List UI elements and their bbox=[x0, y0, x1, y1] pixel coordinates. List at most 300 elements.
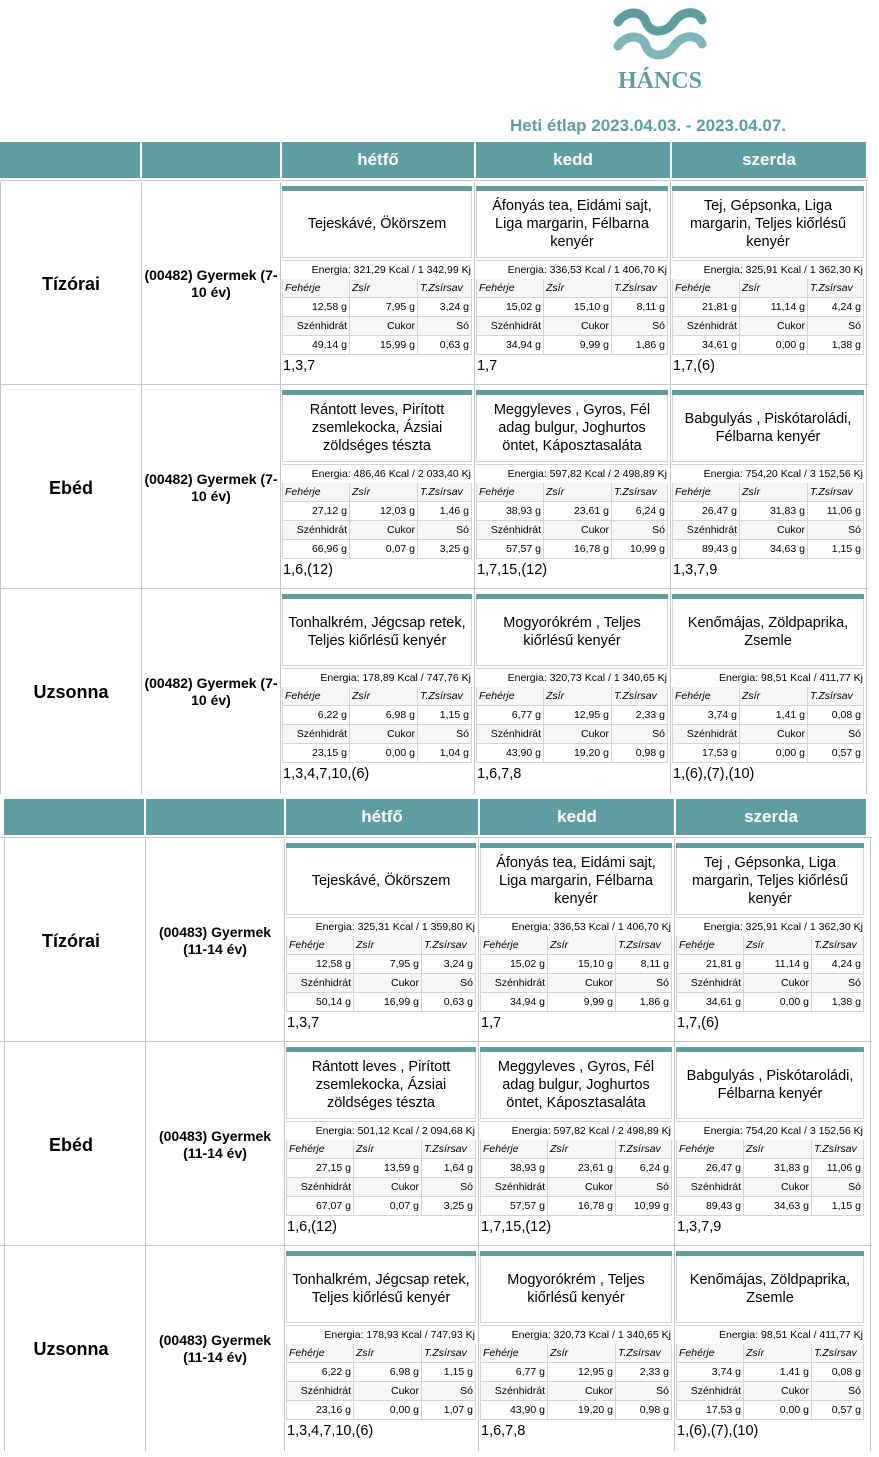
nutrient-label-tzsirsav: T.Zsírsav bbox=[811, 1344, 864, 1363]
nutrient-label-tzsirsav: T.Zsírsav bbox=[615, 1140, 672, 1159]
nutrient-value-zsir: 7,95 g bbox=[353, 955, 421, 974]
nutrition-table bbox=[282, 462, 472, 560]
nutrient-value-row bbox=[286, 955, 476, 974]
nutrient-value-szenhidrat: 89,43 g bbox=[672, 540, 739, 559]
energy-label: Energia: bbox=[719, 672, 759, 684]
nutrient-label-zsir: Zsír bbox=[353, 1140, 421, 1159]
nutrient-value-szenhidrat: 23,16 g bbox=[286, 1401, 353, 1420]
nutrition-table bbox=[672, 462, 864, 560]
allergen-codes: 1,(6),(7),(10) bbox=[673, 766, 755, 782]
energy-value: 325,31 Kcal / 1 359,80 Kj bbox=[357, 921, 475, 933]
nutrient-label-so: Só bbox=[417, 725, 472, 744]
menu-cell-hétfő bbox=[284, 1043, 478, 1247]
nutrient-value-tzsirsav: 2,33 g bbox=[611, 706, 668, 725]
header-day-2: kedd bbox=[480, 799, 674, 835]
nutrient-value-row bbox=[476, 706, 668, 725]
nutrient-value-row bbox=[676, 1197, 864, 1216]
nutrient-value-row bbox=[480, 993, 672, 1012]
nutrient-value-row bbox=[676, 955, 864, 974]
nutrient-label-row bbox=[286, 974, 476, 993]
nutrient-label-tzsirsav: T.Zsírsav bbox=[417, 687, 472, 706]
nutrient-label-feherje: Fehérje bbox=[286, 1344, 353, 1363]
nutrient-label-zsir: Zsír bbox=[547, 1344, 615, 1363]
nutrient-value-szenhidrat: 34,61 g bbox=[672, 336, 739, 355]
nutrient-value-tzsirsav: 4,24 g bbox=[807, 298, 864, 317]
nutrient-value-row bbox=[480, 1363, 672, 1382]
dish-name: Babgulyás , Piskótaroládi, Félbarna kenyér bbox=[672, 395, 864, 462]
nutrient-value-zsir: 12,03 g bbox=[349, 502, 417, 521]
nutrient-value-cukor: 0,07 g bbox=[349, 540, 417, 559]
nutrient-value-szenhidrat: 17,53 g bbox=[672, 744, 739, 763]
allergen-codes: 1,6,(12) bbox=[287, 1219, 337, 1235]
nutrient-value-row bbox=[476, 336, 668, 355]
nutrient-label-feherje: Fehérje bbox=[282, 483, 349, 502]
nutrient-label-row bbox=[286, 1382, 476, 1401]
nutrient-label-cukor: Cukor bbox=[739, 725, 807, 744]
dish-name: Meggyleves , Gyros, Fél adag bulgur, Joghurtos öntet, Káposztasaláta bbox=[480, 1052, 672, 1119]
nutrient-label-feherje: Fehérje bbox=[286, 1140, 353, 1159]
nutrient-label-cukor: Cukor bbox=[349, 725, 417, 744]
column-divider bbox=[4, 1043, 5, 1247]
row-divider bbox=[0, 837, 872, 838]
energy-label: Energia: bbox=[320, 672, 360, 684]
nutrient-label-row bbox=[480, 1344, 672, 1363]
nutrient-value-row bbox=[676, 1159, 864, 1178]
column-divider bbox=[474, 590, 475, 794]
nutrient-value-zsir: 6,98 g bbox=[349, 706, 417, 725]
nutrient-value-so: 1,86 g bbox=[615, 993, 672, 1012]
column-divider bbox=[0, 182, 1, 386]
nutrient-value-feherje: 6,22 g bbox=[282, 706, 349, 725]
energy-label: Energia: bbox=[703, 264, 743, 276]
meal-label: Ebéd bbox=[48, 1134, 93, 1155]
nutrient-value-tzsirsav: 8,11 g bbox=[615, 955, 672, 974]
nutrient-value-row bbox=[480, 1197, 672, 1216]
nutrient-value-cukor: 9,99 g bbox=[543, 336, 611, 355]
nutrient-label-row bbox=[282, 687, 472, 706]
nutrient-label-row bbox=[286, 936, 476, 955]
dish-name: Meggyleves , Gyros, Fél adag bulgur, Joghurtos öntet, Káposztasaláta bbox=[476, 395, 668, 462]
nutrient-label-szenhidrat: Szénhidrát bbox=[676, 1178, 743, 1197]
nutrient-label-cukor: Cukor bbox=[739, 317, 807, 336]
nutrient-value-zsir: 1,41 g bbox=[743, 1363, 811, 1382]
column-divider bbox=[280, 182, 281, 386]
nutrient-label-szenhidrat: Szénhidrát bbox=[672, 725, 739, 744]
column-divider bbox=[478, 839, 479, 1043]
nutrient-label-zsir: Zsír bbox=[349, 279, 417, 298]
menu-cell-kedd bbox=[478, 839, 674, 1043]
nutrient-label-szenhidrat: Szénhidrát bbox=[286, 974, 353, 993]
nutrient-value-tzsirsav: 8,11 g bbox=[611, 298, 668, 317]
energy-value: 325,91 Kcal / 1 362,30 Kj bbox=[745, 264, 863, 276]
nutrition-table bbox=[480, 915, 672, 1013]
nutrient-value-cukor: 15,99 g bbox=[349, 336, 417, 355]
nutrient-label-row bbox=[480, 974, 672, 993]
energy-value: 98,51 Kcal / 411,77 Kj bbox=[761, 672, 863, 684]
energy-row bbox=[676, 1121, 864, 1140]
nutrient-label-feherje: Fehérje bbox=[282, 687, 349, 706]
nutrient-value-tzsirsav: 6,24 g bbox=[611, 502, 668, 521]
nutrient-value-row bbox=[282, 298, 472, 317]
nutrition-table bbox=[672, 666, 864, 764]
nutrient-value-zsir: 23,61 g bbox=[543, 502, 611, 521]
nutrient-label-cukor: Cukor bbox=[543, 725, 611, 744]
column-divider bbox=[474, 386, 475, 590]
nutrient-label-szenhidrat: Szénhidrát bbox=[672, 521, 739, 540]
nutrient-value-feherje: 15,02 g bbox=[476, 298, 543, 317]
age-group-label: (00483) Gyermek (11-14 év) bbox=[158, 1128, 272, 1161]
nutrition-table bbox=[676, 915, 864, 1013]
meal-row bbox=[0, 182, 868, 386]
nutrient-value-so: 1,15 g bbox=[811, 1197, 864, 1216]
dish-name: Áfonyás tea, Eidámi sajt, Liga margarin, Félbarna kenyér bbox=[476, 191, 668, 258]
nutrient-value-zsir: 7,95 g bbox=[349, 298, 417, 317]
nutrient-label-row bbox=[476, 687, 668, 706]
nutrient-label-so: Só bbox=[811, 1382, 864, 1401]
menu-cell-hétfő bbox=[284, 839, 478, 1043]
meal-row bbox=[0, 1043, 872, 1247]
meal-label: Tízórai bbox=[41, 273, 100, 294]
nutrient-value-zsir: 6,98 g bbox=[353, 1363, 421, 1382]
nutrition-table bbox=[476, 258, 668, 356]
nutrient-label-row bbox=[476, 521, 668, 540]
nutrient-value-tzsirsav: 1,64 g bbox=[421, 1159, 476, 1178]
menu-cell-kedd bbox=[474, 386, 670, 590]
nutrient-value-so: 0,63 g bbox=[421, 993, 476, 1012]
nutrient-label-feherje: Fehérje bbox=[282, 279, 349, 298]
nutrient-label-zsir: Zsír bbox=[543, 687, 611, 706]
nutrient-value-tzsirsav: 0,08 g bbox=[807, 706, 864, 725]
menu-cell-hétfő bbox=[280, 590, 474, 794]
column-divider bbox=[866, 182, 867, 386]
nutrient-value-row bbox=[480, 1401, 672, 1420]
nutrition-table bbox=[480, 1323, 672, 1421]
nutrient-label-row bbox=[480, 1178, 672, 1197]
nutrient-label-szenhidrat: Szénhidrát bbox=[282, 521, 349, 540]
nutrient-value-so: 10,99 g bbox=[611, 540, 668, 559]
nutrient-label-tzsirsav: T.Zsírsav bbox=[417, 279, 472, 298]
nutrient-value-zsir: 23,61 g bbox=[547, 1159, 615, 1178]
nutrient-label-zsir: Zsír bbox=[743, 1344, 811, 1363]
nutrient-label-tzsirsav: T.Zsírsav bbox=[611, 483, 668, 502]
nutrient-label-zsir: Zsír bbox=[543, 279, 611, 298]
dish-name: Mogyorókrém , Teljes kiőrlésű kenyér bbox=[480, 1256, 672, 1323]
column-divider bbox=[870, 1043, 871, 1247]
nutrient-label-tzsirsav: T.Zsírsav bbox=[421, 936, 476, 955]
nutrient-value-so: 1,86 g bbox=[611, 336, 668, 355]
energy-value: 178,93 Kcal / 747,93 Kj bbox=[366, 1329, 475, 1341]
row-divider bbox=[0, 1041, 872, 1042]
menu-cell-kedd bbox=[478, 1043, 674, 1247]
nutrition-table bbox=[672, 258, 864, 356]
nutrient-value-szenhidrat: 34,94 g bbox=[476, 336, 543, 355]
nutrient-value-so: 1,38 g bbox=[811, 993, 864, 1012]
nutrient-value-cukor: 34,63 g bbox=[743, 1197, 811, 1216]
age-group-label: (00482) Gyermek (7-10 év) bbox=[144, 471, 278, 504]
energy-row bbox=[676, 917, 864, 936]
nutrient-label-tzsirsav: T.Zsírsav bbox=[807, 279, 864, 298]
energy-row bbox=[676, 1325, 864, 1344]
nutrient-label-feherje: Fehérje bbox=[286, 936, 353, 955]
nutrition-table bbox=[476, 666, 668, 764]
nutrient-value-feherje: 21,81 g bbox=[672, 298, 739, 317]
nutrient-value-tzsirsav: 1,15 g bbox=[417, 706, 472, 725]
dish-name: Tej, Gépsonka, Liga margarin, Teljes kiőrlésű kenyér bbox=[672, 191, 864, 258]
column-divider bbox=[670, 386, 671, 590]
nutrition-table bbox=[480, 1119, 672, 1217]
column-divider bbox=[670, 182, 671, 386]
nutrition-table bbox=[286, 1323, 476, 1421]
meal-label: Uzsonna bbox=[33, 1338, 109, 1359]
nutrient-value-row bbox=[476, 298, 668, 317]
nutrient-label-feherje: Fehérje bbox=[672, 279, 739, 298]
allergen-codes: 1,6,7,8 bbox=[481, 1423, 526, 1439]
allergen-codes: 1,6,(12) bbox=[283, 562, 333, 578]
nutrient-label-row bbox=[672, 521, 864, 540]
dish-name: Áfonyás tea, Eidámi sajt, Liga margarin, Félbarna kenyér bbox=[480, 848, 672, 915]
nutrient-value-so: 1,07 g bbox=[421, 1401, 476, 1420]
nutrient-value-so: 0,57 g bbox=[807, 744, 864, 763]
nutrient-value-row bbox=[476, 744, 668, 763]
energy-row bbox=[282, 464, 472, 483]
nutrient-label-szenhidrat: Szénhidrát bbox=[480, 1178, 547, 1197]
column-divider bbox=[284, 839, 285, 1043]
column-divider bbox=[0, 386, 1, 590]
nutrient-value-row bbox=[676, 1401, 864, 1420]
nutrient-label-row bbox=[676, 1140, 864, 1159]
nutrient-value-row bbox=[282, 502, 472, 521]
nutrient-value-cukor: 16,99 g bbox=[353, 993, 421, 1012]
nutrient-value-cukor: 0,00 g bbox=[739, 744, 807, 763]
nutrient-value-so: 0,63 g bbox=[417, 336, 472, 355]
nutrient-label-so: Só bbox=[807, 725, 864, 744]
nutrient-label-szenhidrat: Szénhidrát bbox=[286, 1178, 353, 1197]
column-divider bbox=[674, 1247, 675, 1451]
nutrient-value-tzsirsav: 1,15 g bbox=[421, 1363, 476, 1382]
nutrient-label-so: Só bbox=[811, 1178, 864, 1197]
nutrient-value-szenhidrat: 34,94 g bbox=[480, 993, 547, 1012]
nutrient-value-so: 1,15 g bbox=[807, 540, 864, 559]
energy-label: Energia: bbox=[315, 921, 355, 933]
energy-row bbox=[286, 917, 476, 936]
nutrient-value-so: 0,57 g bbox=[811, 1401, 864, 1420]
energy-label: Energia: bbox=[511, 1125, 551, 1137]
dish-name: Tonhalkrém, Jégcsap retek, Teljes kiőrlésű kenyér bbox=[282, 599, 472, 666]
age-group-label: (00482) Gyermek (7-10 év) bbox=[144, 675, 278, 708]
energy-label: Energia: bbox=[511, 1329, 551, 1341]
energy-row bbox=[286, 1121, 476, 1140]
nutrient-value-szenhidrat: 17,53 g bbox=[676, 1401, 743, 1420]
nutrient-label-feherje: Fehérje bbox=[672, 687, 739, 706]
nutrient-label-feherje: Fehérje bbox=[676, 1140, 743, 1159]
nutrient-value-row bbox=[286, 993, 476, 1012]
nutrient-value-tzsirsav: 11,06 g bbox=[807, 502, 864, 521]
nutrient-label-so: Só bbox=[417, 521, 472, 540]
nutrient-label-tzsirsav: T.Zsírsav bbox=[615, 936, 672, 955]
nutrient-label-row bbox=[672, 279, 864, 298]
nutrient-value-tzsirsav: 6,24 g bbox=[615, 1159, 672, 1178]
nutrient-label-feherje: Fehérje bbox=[476, 279, 543, 298]
nutrient-label-szenhidrat: Szénhidrát bbox=[672, 317, 739, 336]
meal-row bbox=[0, 839, 872, 1043]
column-divider bbox=[474, 182, 475, 386]
nutrient-value-zsir: 12,95 g bbox=[547, 1363, 615, 1382]
nutrient-label-zsir: Zsír bbox=[743, 936, 811, 955]
allergen-codes: 1,3,7,9 bbox=[673, 562, 718, 578]
allergen-codes: 1,(6),(7),(10) bbox=[677, 1423, 759, 1439]
nutrient-label-cukor: Cukor bbox=[547, 1178, 615, 1197]
nutrient-label-zsir: Zsír bbox=[739, 687, 807, 706]
energy-row bbox=[480, 1121, 672, 1140]
energy-label: Energia: bbox=[511, 921, 551, 933]
nutrient-label-zsir: Zsír bbox=[349, 483, 417, 502]
nutrient-label-feherje: Fehérje bbox=[480, 1140, 547, 1159]
column-divider bbox=[0, 590, 1, 794]
nutrient-value-row bbox=[480, 1159, 672, 1178]
nutrient-label-so: Só bbox=[611, 521, 668, 540]
nutrient-label-cukor: Cukor bbox=[543, 521, 611, 540]
nutrient-label-so: Só bbox=[421, 1178, 476, 1197]
nutrient-value-row bbox=[282, 336, 472, 355]
nutrient-label-zsir: Zsír bbox=[739, 483, 807, 502]
energy-row bbox=[672, 260, 864, 279]
nutrient-label-zsir: Zsír bbox=[353, 936, 421, 955]
nutrient-value-tzsirsav: 11,06 g bbox=[811, 1159, 864, 1178]
nutrient-value-cukor: 19,20 g bbox=[547, 1401, 615, 1420]
nutrient-value-szenhidrat: 49,14 g bbox=[282, 336, 349, 355]
allergen-codes: 1,3,4,7,10,(6) bbox=[283, 766, 370, 782]
nutrient-value-zsir: 13,59 g bbox=[353, 1159, 421, 1178]
nutrient-label-so: Só bbox=[421, 1382, 476, 1401]
nutrient-label-so: Só bbox=[811, 974, 864, 993]
nutrient-label-row bbox=[480, 1382, 672, 1401]
nutrient-value-zsir: 12,95 g bbox=[543, 706, 611, 725]
menu-cell-szerda bbox=[670, 182, 866, 386]
column-divider bbox=[4, 1247, 5, 1451]
nutrient-label-row bbox=[672, 317, 864, 336]
nutrient-value-zsir: 1,41 g bbox=[739, 706, 807, 725]
nutrient-value-tzsirsav: 2,33 g bbox=[615, 1363, 672, 1382]
nutrient-label-szenhidrat: Szénhidrát bbox=[480, 1382, 547, 1401]
allergen-codes: 1,7 bbox=[481, 1015, 502, 1031]
nutrient-label-so: Só bbox=[615, 974, 672, 993]
menu-cell-szerda bbox=[670, 590, 866, 794]
nutrient-label-szenhidrat: Szénhidrát bbox=[282, 317, 349, 336]
nutrient-value-zsir: 31,83 g bbox=[743, 1159, 811, 1178]
dish-name: Tej , Gépsonka, Liga margarin, Teljes kiőrlésű kenyér bbox=[676, 848, 864, 915]
nutrient-label-feherje: Fehérje bbox=[672, 483, 739, 502]
nutrient-value-szenhidrat: 43,90 g bbox=[480, 1401, 547, 1420]
nutrient-value-szenhidrat: 57,57 g bbox=[476, 540, 543, 559]
header-day-3: szerda bbox=[676, 799, 866, 835]
menu-cell-hétfő bbox=[284, 1247, 478, 1451]
column-divider bbox=[284, 1043, 285, 1247]
row-divider bbox=[0, 588, 868, 589]
meal-label: Tízórai bbox=[41, 930, 100, 951]
nutrient-value-feherje: 38,93 g bbox=[480, 1159, 547, 1178]
energy-value: 501,12 Kcal / 2 094,68 Kj bbox=[357, 1125, 475, 1137]
nutrient-label-row bbox=[282, 279, 472, 298]
nutrient-value-cukor: 0,07 g bbox=[353, 1197, 421, 1216]
meal-row bbox=[0, 1247, 872, 1451]
energy-label: Energia: bbox=[703, 468, 743, 480]
nutrient-label-row bbox=[480, 1140, 672, 1159]
nutrient-value-cukor: 0,00 g bbox=[349, 744, 417, 763]
nutrient-label-row bbox=[676, 936, 864, 955]
nutrient-value-szenhidrat: 57,57 g bbox=[480, 1197, 547, 1216]
energy-label: Energia: bbox=[311, 468, 351, 480]
header-blank-1 bbox=[0, 142, 140, 178]
nutrient-value-row bbox=[286, 1197, 476, 1216]
nutrient-label-row bbox=[676, 974, 864, 993]
nutrient-label-cukor: Cukor bbox=[743, 974, 811, 993]
energy-label: Energia: bbox=[507, 264, 547, 276]
nutrient-value-row bbox=[672, 540, 864, 559]
nutrient-label-zsir: Zsír bbox=[547, 1140, 615, 1159]
nutrient-value-cukor: 0,00 g bbox=[739, 336, 807, 355]
column-divider bbox=[870, 839, 871, 1043]
dish-name: Babgulyás , Piskótaroládi, Félbarna kenyér bbox=[676, 1052, 864, 1119]
nutrition-table bbox=[282, 258, 472, 356]
nutrient-value-feherje: 12,58 g bbox=[286, 955, 353, 974]
nutrient-value-feherje: 27,15 g bbox=[286, 1159, 353, 1178]
nutrient-value-tzsirsav: 3,24 g bbox=[417, 298, 472, 317]
row-divider bbox=[0, 384, 868, 385]
nutrient-label-so: Só bbox=[615, 1178, 672, 1197]
nutrient-value-cukor: 34,63 g bbox=[739, 540, 807, 559]
meal-row bbox=[0, 386, 868, 590]
header-blank-2 bbox=[142, 142, 280, 178]
nutrient-value-feherje: 3,74 g bbox=[672, 706, 739, 725]
nutrient-value-feherje: 3,74 g bbox=[676, 1363, 743, 1382]
nutrient-label-szenhidrat: Szénhidrát bbox=[286, 1382, 353, 1401]
column-divider bbox=[870, 1247, 871, 1451]
nutrient-value-so: 3,25 g bbox=[417, 540, 472, 559]
nutrient-label-row bbox=[676, 1382, 864, 1401]
nutrient-label-so: Só bbox=[417, 317, 472, 336]
allergen-codes: 1,7,15,(12) bbox=[477, 562, 548, 578]
energy-value: 321,29 Kcal / 1 342,99 Kj bbox=[353, 264, 471, 276]
dish-name: Rántott leves, Pirított zsemlekocka, Ázsiai zöldséges tészta bbox=[282, 395, 472, 462]
nutrient-label-cukor: Cukor bbox=[743, 1382, 811, 1401]
nutrient-value-row bbox=[676, 1363, 864, 1382]
nutrient-value-tzsirsav: 0,08 g bbox=[811, 1363, 864, 1382]
nutrient-value-so: 0,98 g bbox=[611, 744, 668, 763]
energy-value: 754,20 Kcal / 3 152,56 Kj bbox=[745, 1125, 863, 1137]
column-divider bbox=[670, 590, 671, 794]
nutrient-label-so: Só bbox=[611, 317, 668, 336]
nutrient-value-row bbox=[286, 1363, 476, 1382]
column-divider bbox=[674, 839, 675, 1043]
nutrient-value-feherje: 27,12 g bbox=[282, 502, 349, 521]
meal-label: Ebéd bbox=[48, 477, 93, 498]
nutrient-value-szenhidrat: 50,14 g bbox=[286, 993, 353, 1012]
nutrient-label-zsir: Zsír bbox=[739, 279, 807, 298]
nutrient-label-so: Só bbox=[615, 1382, 672, 1401]
energy-value: 486,46 Kcal / 2 033,40 Kj bbox=[353, 468, 471, 480]
energy-row bbox=[672, 464, 864, 483]
nutrient-label-so: Só bbox=[611, 725, 668, 744]
menu-cell-hétfő bbox=[280, 182, 474, 386]
dish-name: Tejeskávé, Ökörszem bbox=[286, 848, 476, 915]
nutrient-label-cukor: Cukor bbox=[743, 1178, 811, 1197]
nutrient-value-row bbox=[672, 502, 864, 521]
nutrient-value-zsir: 31,83 g bbox=[739, 502, 807, 521]
nutrient-value-tzsirsav: 1,46 g bbox=[417, 502, 472, 521]
nutrient-label-feherje: Fehérje bbox=[676, 1344, 743, 1363]
nutrient-value-szenhidrat: 66,96 g bbox=[282, 540, 349, 559]
nutrient-value-feherje: 38,93 g bbox=[476, 502, 543, 521]
